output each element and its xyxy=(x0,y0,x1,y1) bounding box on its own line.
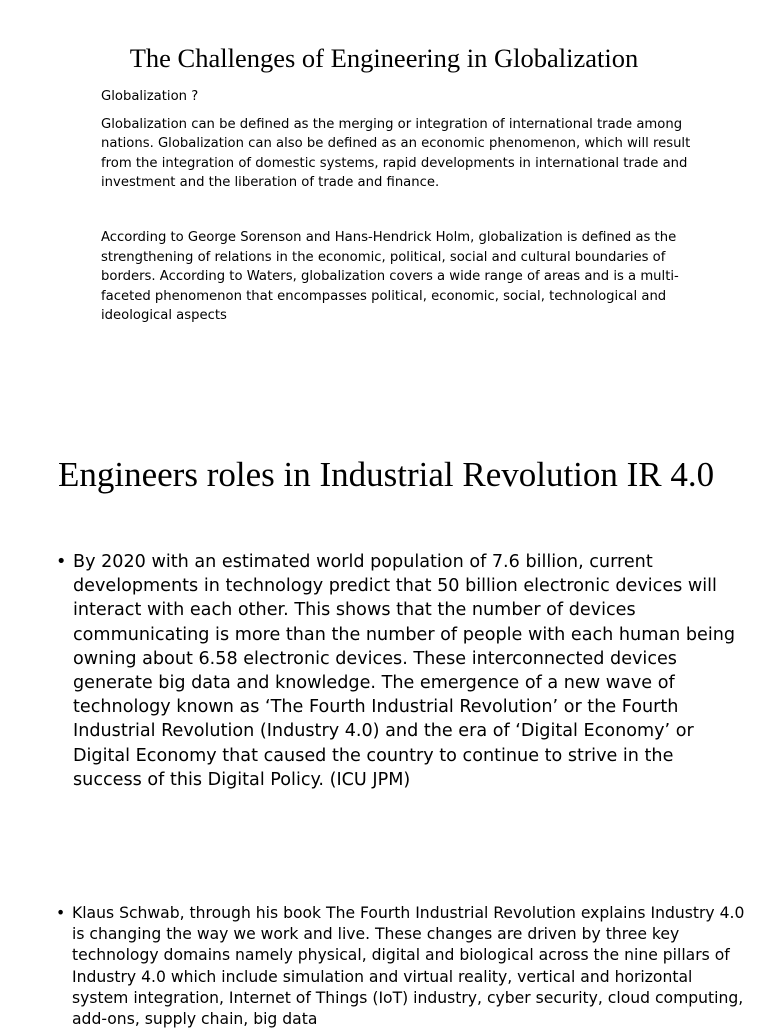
bullet-dot-icon: • xyxy=(56,904,66,922)
slide1-body xyxy=(101,87,701,326)
globalization-question: Globalization ? xyxy=(101,89,199,104)
bullet-item-population xyxy=(56,550,736,792)
bullet-dot-icon: • xyxy=(56,552,67,572)
slide1-title: The Challenges of Engineering in Globalization xyxy=(129,43,639,73)
globalization-sorenson-paragraph: According to George Sorenson and Hans-Hendrick Holm, globalization is defined as the strengthening of relations in the economic, political, social and cultural boundaries of borders. According to Waters, globalization covers a wide range of areas and is a multi-faceted phenomenon that encompasses political, economic, social, technological and ideological aspects xyxy=(101,229,679,324)
bullet-text: Klaus Schwab, through his book The Fourth Industrial Revolution explains Industry 4.0 is changing the way we work and live. These changes are driven by three key technology domains namely physical, digital and biological across the nine pillars of Industry 4.0 which include simulation and virtual reality, vertical and horizontal system integration, Internet of Things (IoT) industry, cyber security, cloud computing, add-ons, supply chain, big data xyxy=(72,904,745,1029)
slide2-title: Engineers roles in Industrial Revolution IR 4.0 xyxy=(58,455,715,494)
bullet-item-klaus-schwab xyxy=(56,903,746,1030)
bullet-text: By 2020 with an estimated world population of 7.6 billion, current developments in technology predict that 50 billion electronic devices will interact with each other. This shows that the number of devices communicating is more than the number of people with each human being owning about 6.58 electronic devices. These interconnected devices generate big data and knowledge. The emergence of a new wave of technology known as ‘The Fourth Industrial Revolution’ or the Fourth Industrial Revolution (Industry 4.0) and the era of ‘Digital Economy’ or Digital Economy that caused the country to continue to strive in the success of this Digital Policy. (ICU JPM) xyxy=(73,552,736,790)
globalization-definition-paragraph: Globalization can be defined as the merging or integration of international trade among nations. Globalization can also be defined as an economic phenomenon, which will result from the integration of domestic systems, rapid developments in international trade and investment and the liberation of trade and finance. xyxy=(101,116,691,191)
